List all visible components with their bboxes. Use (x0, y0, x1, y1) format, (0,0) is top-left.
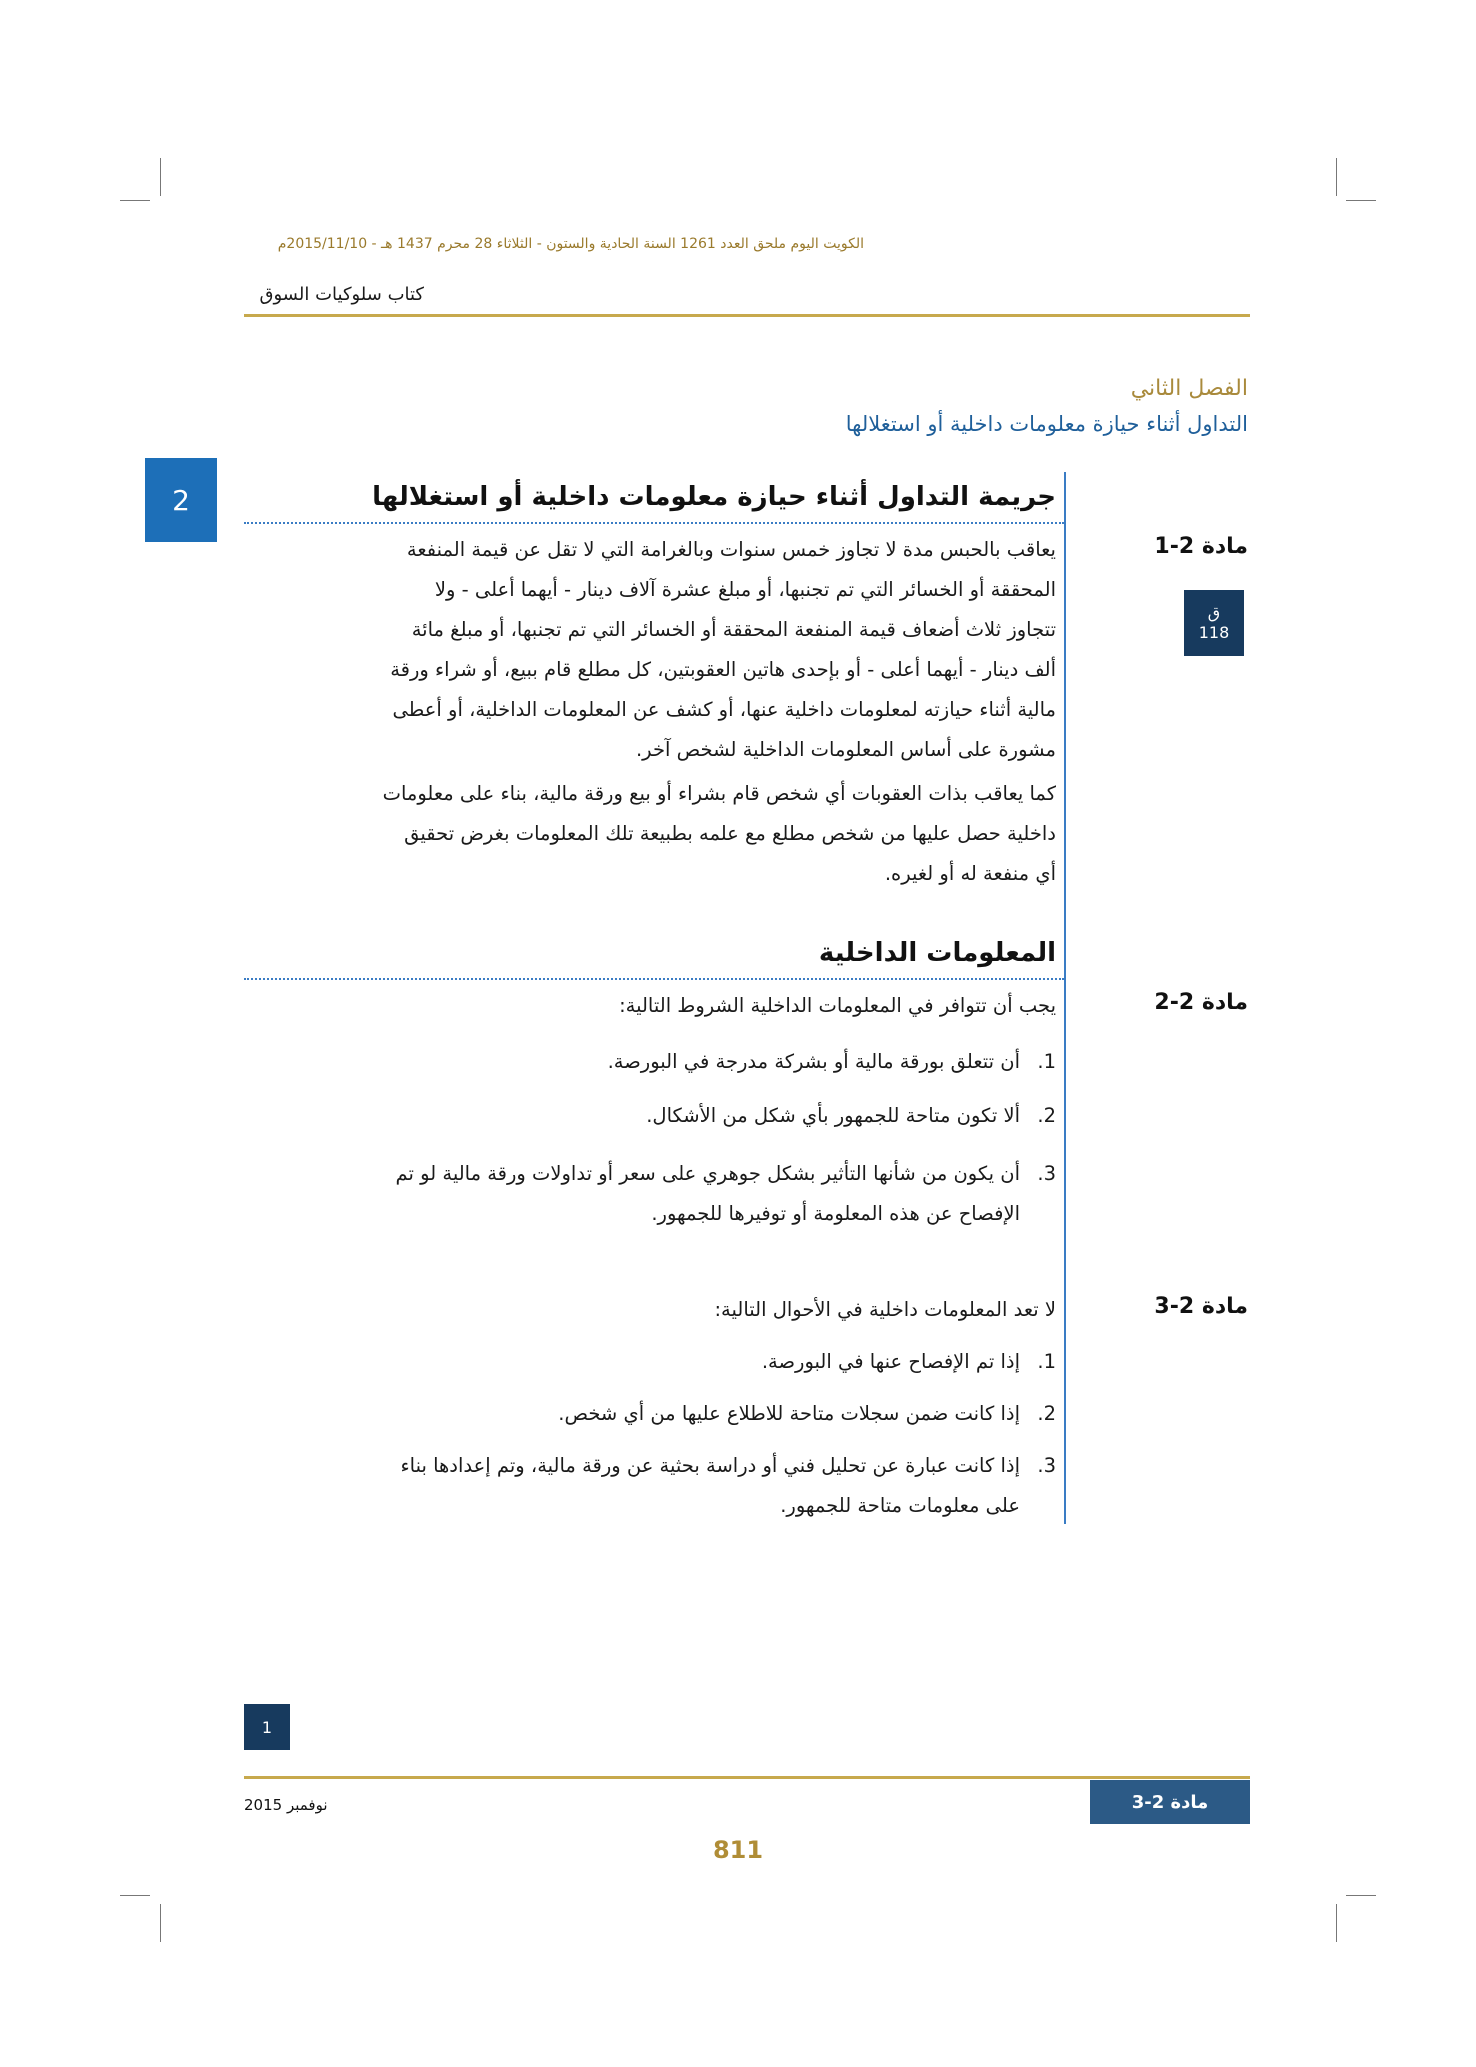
paragraph-line: ألف دينار - أيهما أعلى - أو بإحدى هاتين العقوبتين، كل مطلع قام ببيع، أو شراء ورقة (390, 658, 1056, 681)
article-label: مادة 2-3 (1154, 1294, 1248, 1319)
law-reference-box (1184, 590, 1244, 656)
chapter-label: الفصل الثاني (1130, 376, 1248, 401)
paragraph-line: يعاقب بالحبس مدة لا تجاوز خمس سنوات وبالغرامة التي لا تقل عن قيمة المنفعة (406, 538, 1056, 561)
list-item-text: ألا تكون متاحة للجمهور بأي شكل من الأشكال. (646, 1104, 1020, 1127)
list-item (246, 1394, 1056, 1434)
list-item-text: أن تتعلق بورقة مالية أو بشركة مدرجة في البورصة. (607, 1050, 1020, 1073)
section-dotted-rule (244, 978, 1064, 980)
paragraph-line: لا تعد المعلومات داخلية في الأحوال التالية: (714, 1298, 1056, 1321)
crop-mark (1336, 1904, 1337, 1942)
ref-number: 118 (1198, 623, 1230, 642)
page-number: 811 (712, 1836, 764, 1864)
paragraph-line: مشورة على أساس المعلومات الداخلية لشخص آخر. (635, 738, 1056, 761)
list-item-number: 2. (1037, 1104, 1056, 1127)
article-label: مادة 2-1 (1154, 534, 1248, 559)
gazette-reference: الكويت اليوم ملحق العدد 1261 السنة الحادية والستون - الثلاثاء 28 محرم 1437 هـ - 2015/11/10م (277, 236, 864, 252)
crop-mark (160, 158, 161, 196)
crop-mark (120, 1895, 150, 1896)
section-title: جريمة التداول أثناء حيازة معلومات داخلية أو استغلالها (372, 482, 1056, 512)
content-divider-line (1064, 472, 1066, 1524)
list-item-line: الإفصاح عن هذه المعلومة أو توفيرها للجمهور. (651, 1202, 1020, 1225)
header-rule (244, 314, 1250, 317)
chapter-subtitle: التداول أثناء حيازة معلومات داخلية أو استغلالها (845, 412, 1248, 436)
footer-article-tab: مادة 2-3 (1090, 1780, 1250, 1824)
paragraph-line: تتجاوز ثلاث أضعاف قيمة المنفعة المحققة أو الخسائر التي تم تجنبها، أو مبلغ مائة (411, 618, 1056, 641)
list-item-number: 3. (1037, 1162, 1056, 1185)
paragraph-line: المحققة أو الخسائر التي تم تجنبها، أو مبلغ عشرة آلاف دينار - أيهما أعلى - ولا (434, 578, 1056, 601)
section-title: المعلومات الداخلية (818, 938, 1056, 968)
crop-mark (1336, 158, 1337, 196)
paragraph-line: أي منفعة له أو لغيره. (884, 862, 1056, 885)
footer-rule (244, 1776, 1250, 1779)
article-intro (246, 1290, 1056, 1330)
article-paragraph (246, 774, 1056, 894)
paragraph-line: مالية أثناء حيازته لمعلومات داخلية عنها، أو كشف عن المعلومات الداخلية، أو أعطى (392, 698, 1056, 721)
crop-mark (160, 1904, 161, 1942)
ref-letter: ق (1207, 603, 1221, 622)
article-paragraph (246, 530, 1056, 770)
list-item-number: 3. (1037, 1454, 1056, 1477)
book-title: كتاب سلوكيات السوق (259, 284, 424, 305)
list-item-number: 1. (1037, 1050, 1056, 1073)
crop-mark (120, 200, 150, 201)
page-index-box: 1 (244, 1704, 290, 1750)
list-item (246, 1096, 1056, 1136)
list-item-line: على معلومات متاحة للجمهور. (780, 1494, 1020, 1517)
list-item-text (246, 1154, 1020, 1234)
crop-mark (1346, 200, 1376, 201)
list-item-line: إذا كانت عبارة عن تحليل فني أو دراسة بحثية عن ورقة مالية، وتم إعدادها بناء (400, 1454, 1020, 1477)
list-item-line: أن يكون من شأنها التأثير بشكل جوهري على سعر أو تداولات ورقة مالية لو تم (395, 1162, 1020, 1185)
article-label: مادة 2-2 (1154, 990, 1248, 1015)
list-item (246, 1446, 1056, 1526)
list-item (246, 1154, 1056, 1234)
list-item-number: 1. (1037, 1350, 1056, 1373)
list-item-text: إذا تم الإفصاح عنها في البورصة. (761, 1350, 1020, 1373)
footer-date: نوفمبر 2015 (244, 1796, 328, 1814)
paragraph-line: كما يعاقب بذات العقوبات أي شخص قام بشراء أو بيع ورقة مالية، بناء على معلومات (382, 782, 1056, 805)
article-intro (246, 986, 1056, 1026)
crop-mark (1346, 1895, 1376, 1896)
list-item-text: إذا كانت ضمن سجلات متاحة للاطلاع عليها من أي شخص. (558, 1402, 1020, 1425)
chapter-number-badge: 2 (145, 458, 217, 542)
list-item (246, 1342, 1056, 1382)
list-item-text (246, 1446, 1020, 1526)
paragraph-line: داخلية حصل عليها من شخص مطلع مع علمه بطبيعة تلك المعلومات بغرض تحقيق (404, 822, 1056, 845)
section-dotted-rule (244, 522, 1064, 524)
list-item-number: 2. (1037, 1402, 1056, 1425)
list-item (246, 1042, 1056, 1082)
paragraph-line: يجب أن تتوافر في المعلومات الداخلية الشروط التالية: (619, 994, 1056, 1017)
